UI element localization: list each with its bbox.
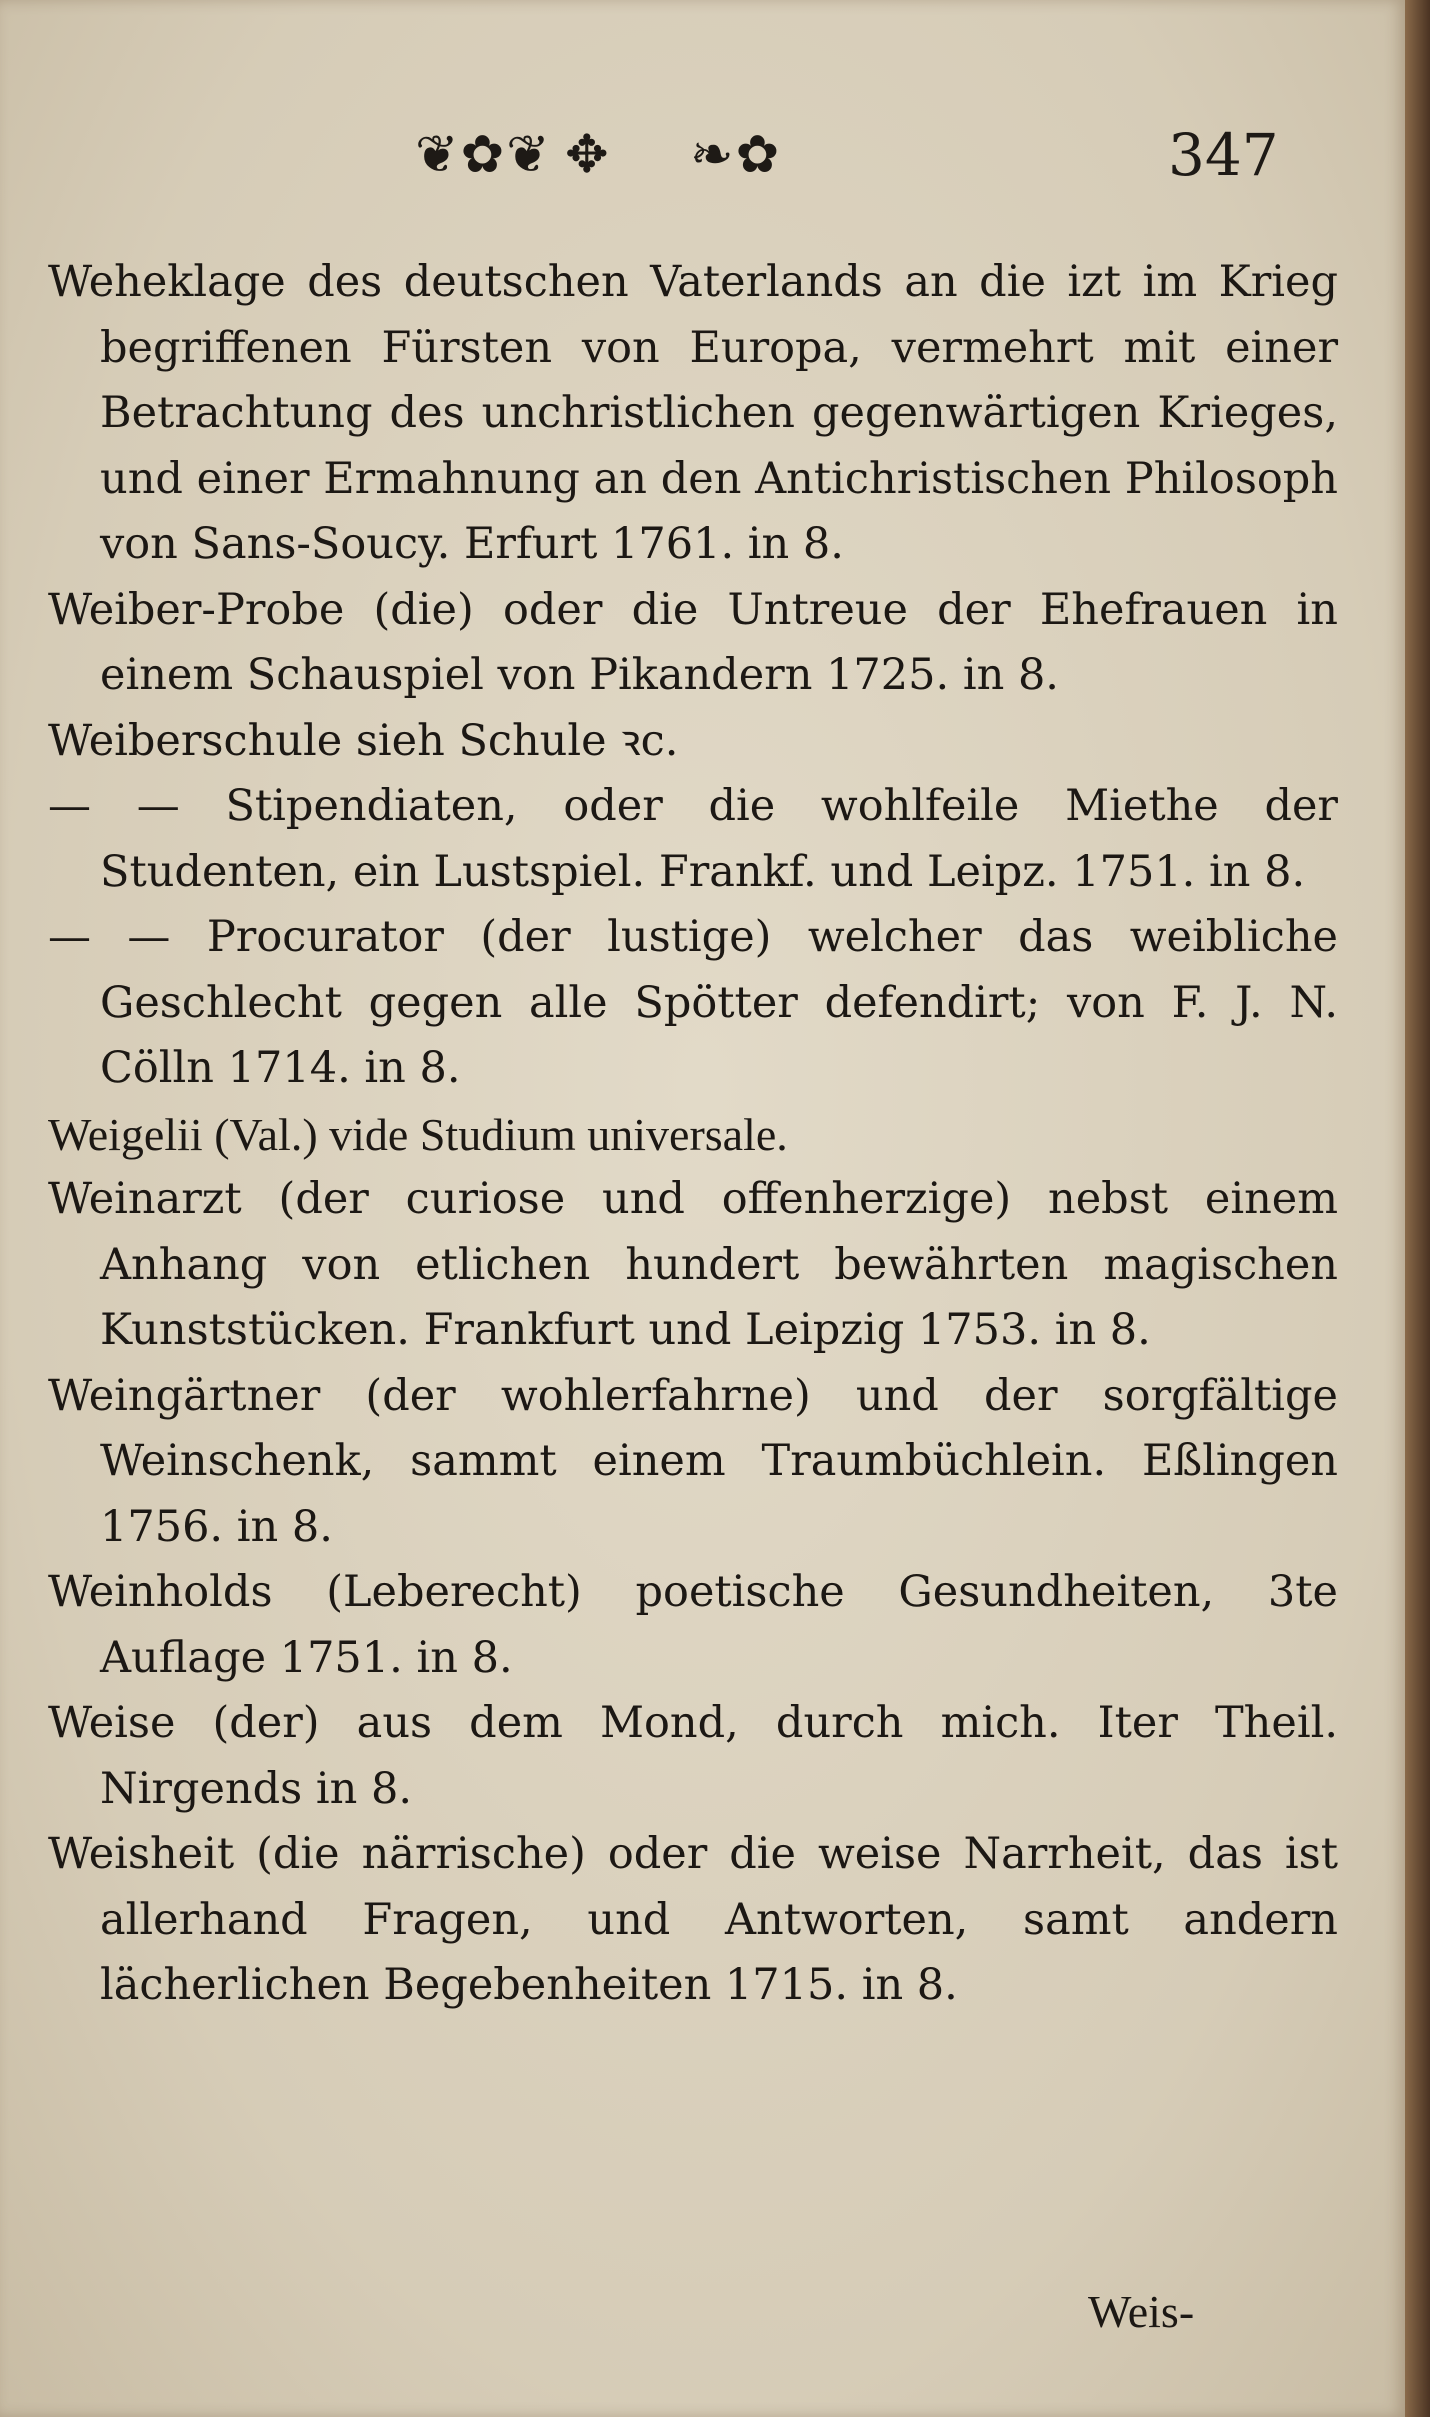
list-item: — — Procurator (der lustige) welcher das weibliche Geschlecht gegen alle Spötter defendirt; von F. J. N. Cölln 1714. in 8.: [48, 912, 1338, 1093]
list-item: Weinholds (Leberecht) poetische Gesundheiten, 3te Auflage 1751. in 8.: [48, 1567, 1338, 1683]
list-item: Weiber-Probe (die) oder die Untreue der Ehefrauen in einem Schauspiel von Pikandern 1725. in 8.: [48, 584, 1338, 700]
list-item: Weingärtner (der wohlerfahrne) und der sorgfältige Weinschenk, sammt einem Traumbüchlein. Eßlingen 1756. in 8.: [48, 1370, 1338, 1552]
page-header: [0, 115, 1405, 205]
page-number: 347: [1168, 121, 1279, 189]
list-item: — — Stipendiaten, oder die wohlfeile Miethe der Studenten, ein Lustspiel. Frankf. und Leipz. 1751. in 8.: [48, 781, 1338, 897]
list-item: Weigelii (Val.) vide Studium universale.: [48, 1108, 788, 1160]
list-item: Weisheit (die närrische) oder die weise Narrheit, das ist allerhand Fragen, und Antworten, samt andern lächerlichen Begebenheiten 1715. in 8.: [48, 1829, 1338, 2010]
list-item: Weheklage des deutschen Vaterlands an die izt im Krieg begriffenen Fürsten von Europa, vermehrt mit einer Betrachtung des unchristlichen gegenwärtigen Krieges, und einer Ermahnung an den Antichristischen Philosoph von Sans-Soucy. Erfurt 1761. in 8.: [48, 257, 1338, 569]
catchword: Weis-: [1088, 2286, 1195, 2337]
ornament-right-icon: ❧✿: [690, 125, 782, 185]
list-item: Weiberschule sieh Schule ꝛc.: [48, 715, 679, 766]
list-item: Weise (der) aus dem Mond, durch mich. Iter Theil. Nirgends in 8.: [48, 1698, 1338, 1814]
ornament-left-icon: ❦✿❦: [415, 125, 552, 185]
list-item: Weinarzt (der curiose und offenherzige) nebst einem Anhang von etlichen hundert bewährten magischen Kunststücken. Frankfurt und Leipzig 1753. in 8.: [48, 1174, 1338, 1355]
entry-list: [48, 250, 1338, 2019]
page-edge: [1405, 0, 1430, 2417]
ornament-center-icon: ✥: [565, 125, 611, 185]
